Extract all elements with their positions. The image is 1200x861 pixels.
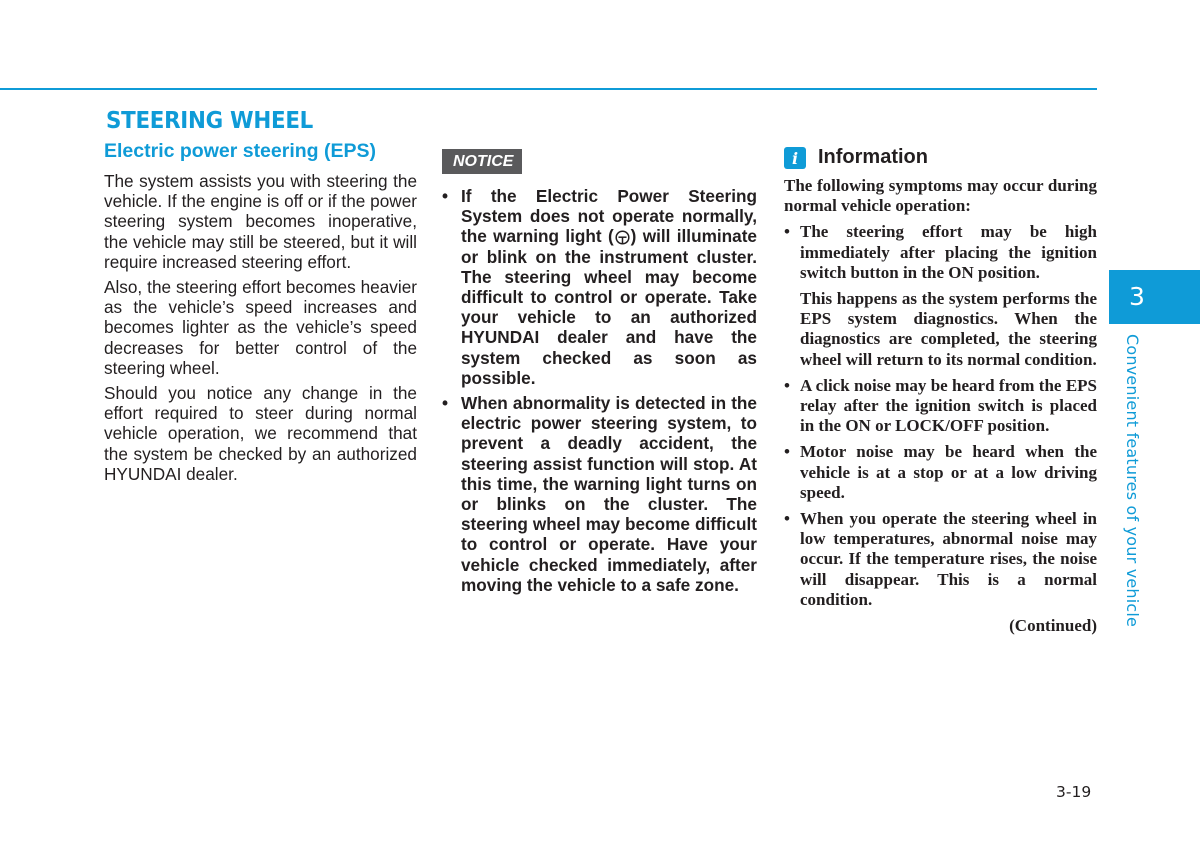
information-item-text: The steering effort may be high immediately after placing the ignition switch button in the ON position. (800, 222, 1097, 282)
info-icon: i (784, 147, 806, 169)
notice-item-text: When abnormality is detected in the electric power steering system, to prevent a deadly accident, the steering assist function will stop. At this time, the warning light turns on or blinks on the cluster. The steering wheel may become difficult to control or operate. Have your vehicle checked immediately, after moving the vehicle to a safe zone. (461, 393, 757, 595)
information-item (784, 442, 1097, 503)
eps-paragraph: Also, the steering effort becomes heavier as the vehicle’s speed increases and becomes lighter as the vehicle’s speed decreases for better control of the steering wheel. (104, 277, 417, 378)
bullet: • (784, 222, 790, 242)
information-title: Information (818, 146, 928, 168)
information-item-text: Motor noise may be heard when the vehicle is at a stop or at a low driving speed. (800, 442, 1097, 502)
information-item (784, 222, 1097, 369)
steering-warning-icon (615, 230, 630, 245)
notice-item (442, 186, 757, 388)
information-item (784, 509, 1097, 610)
information-block (784, 140, 1097, 636)
eps-paragraph: Should you notice any change in the effort required to steer during normal vehicle operation, we recommend that the system be checked by an authorized HYUNDAI dealer. (104, 383, 417, 484)
eps-subheading: Electric power steering (EPS) (104, 140, 377, 162)
information-item (784, 376, 1097, 437)
notice-item (442, 393, 757, 595)
information-item-subtext: This happens as the system performs the EPS system diagnostics. When the diagnostics are completed, the steering wheel will return to its normal condition. (800, 289, 1097, 369)
column-eps-description (104, 140, 417, 489)
bullet: • (784, 509, 790, 529)
notice-block (442, 140, 757, 600)
page-number: 3-19 (1056, 783, 1092, 801)
top-rule (0, 88, 1097, 90)
bullet: • (784, 375, 790, 395)
bullet: • (442, 393, 449, 414)
bullet: • (784, 442, 790, 462)
continued-label: (Continued) (1009, 616, 1097, 636)
section-title: STEERING WHEEL (106, 108, 313, 134)
chapter-label: Convenient features of your vehicle (1123, 334, 1142, 628)
information-item-text: A click noise may be heard from the EPS relay after the ignition switch is placed in the ON or LOCK/OFF position. (800, 375, 1097, 436)
notice-item-text: ) will illuminate or blink on the instrument cluster. The steering wheel may become difficult to control or operate. Take your vehicle to an authorized HYUNDAI dealer and have the system checked as soon as possible. (461, 226, 757, 388)
information-list (784, 222, 1097, 610)
eps-paragraph: The system assists you with steering the vehicle. If the engine is off or if the power steering system becomes inoperative, the vehicle may still be steered, but it will require increased steering effort. (104, 171, 417, 272)
information-header (784, 145, 1097, 169)
notice-item-text: If the Electric Power Steering System does not operate normally, the warning light ( (461, 186, 757, 247)
notice-badge: NOTICE (442, 149, 522, 174)
chapter-number: 3 (1129, 282, 1145, 311)
notice-list (442, 186, 757, 595)
information-item-text: When you operate the steering wheel in low temperatures, abnormal noise may occur. If the temperature rises, the noise will disappear. This is a normal condition. (800, 509, 1097, 609)
information-intro: The following symptoms may occur during normal vehicle operation: (784, 176, 1097, 216)
bullet: • (442, 186, 449, 206)
chapter-tab (1109, 270, 1200, 324)
